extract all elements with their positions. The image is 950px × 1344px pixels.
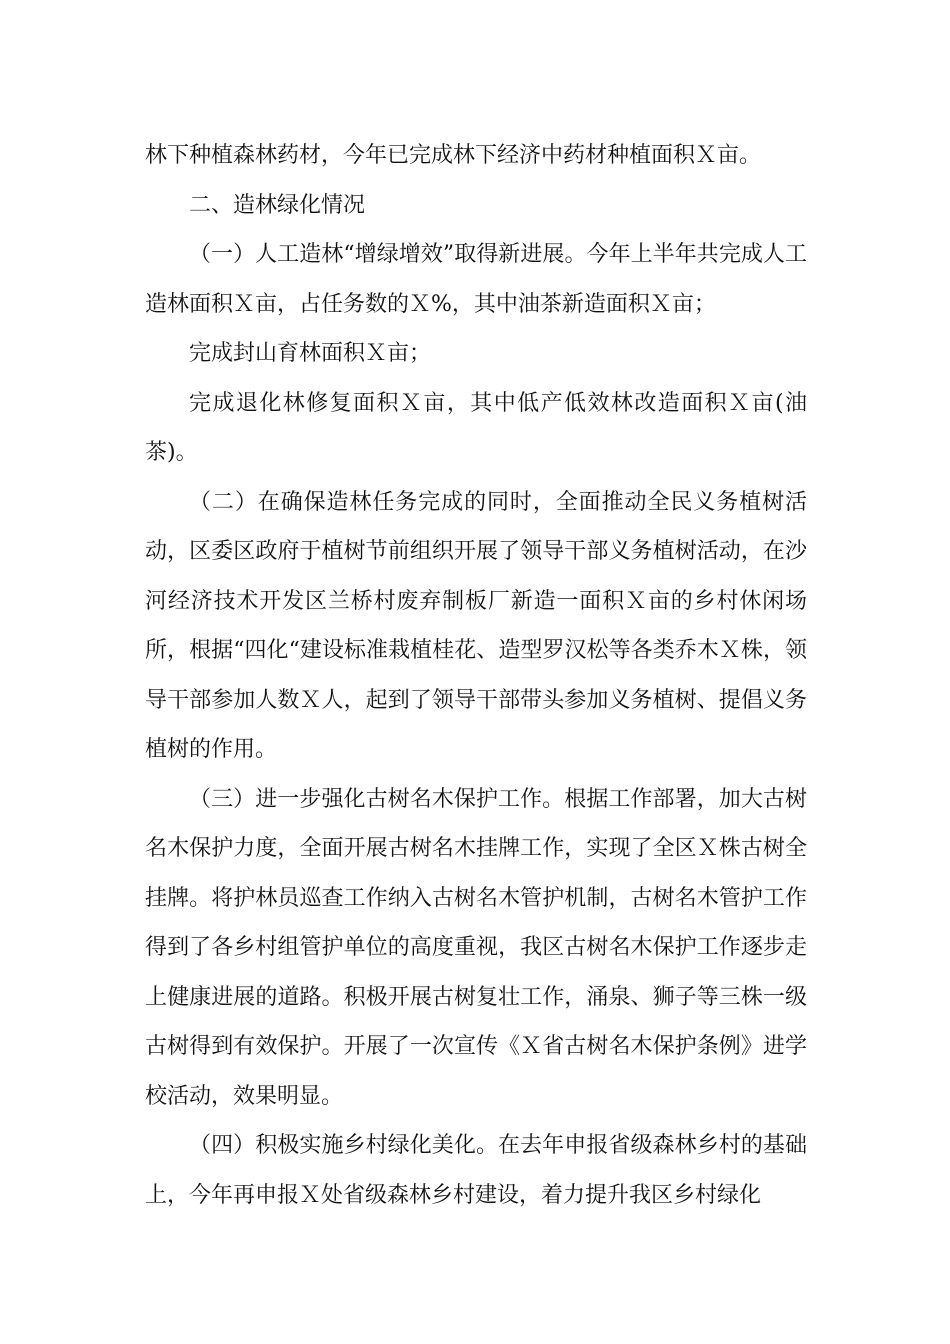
paragraph-1: 林下种植森林药材，今年已完成林下经济中药材种植面积Ｘ亩。 (145, 143, 762, 168)
document-body (145, 131, 807, 1220)
paragraph-5: 完成退化林修复面积Ｘ亩，其中低产低效林改造面积Ｘ亩(油茶)。 (145, 390, 807, 465)
paragraph-4: 完成封山育林面积Ｘ亩； (189, 341, 432, 366)
paragraph-7: （三）进一步强化古树名木保护工作。根据工作部署，加大古树名木保护力度，全面开展古树名木挂牌工作，实现了全区Ｘ株古树全挂牌。将护林员巡查工作纳入古树名木管护机制，古树名木管护工作得到了各乡村组管护单位的高度重视，我区古树名木保护工作逐步走上健康进展的道路。积极开展古树复壮工作，涌泉、狮子等三株一级古树得到有效保护。开展了一次宣传《Ｘ省古树名木保护条例》进学校活动，效果明显。 (145, 786, 807, 1109)
paragraph-3: （一）人工造林“增绿增效”取得新进展。今年上半年共完成人工造林面积Ｘ亩，占任务数的Ｘ%，其中油茶新造面积Ｘ亩； (145, 242, 807, 317)
section-heading: 二、造林绿化情况 (189, 192, 366, 218)
paragraph-6: （二）在确保造林任务完成的同时，全面推动全民义务植树活动，区委区政府于植树节前组织开展了领导干部义务植树活动，在沙河经济技术开发区兰桥村废弃制板厂新造一面积Ｘ亩的乡村休闲场所，根据“四化“建设标准栽植桂花、造型罗汉松等各类乔木Ｘ株，领导干部参加人数Ｘ人，起到了领导干部带头参加义务植树、提倡义务植树的作用。 (145, 489, 807, 762)
paragraph-8: （四）积极实施乡村绿化美化。在去年申报省级森林乡村的基础上，今年再申报Ｘ处省级森林乡村建设，着力提升我区乡村绿化 (145, 1133, 807, 1208)
